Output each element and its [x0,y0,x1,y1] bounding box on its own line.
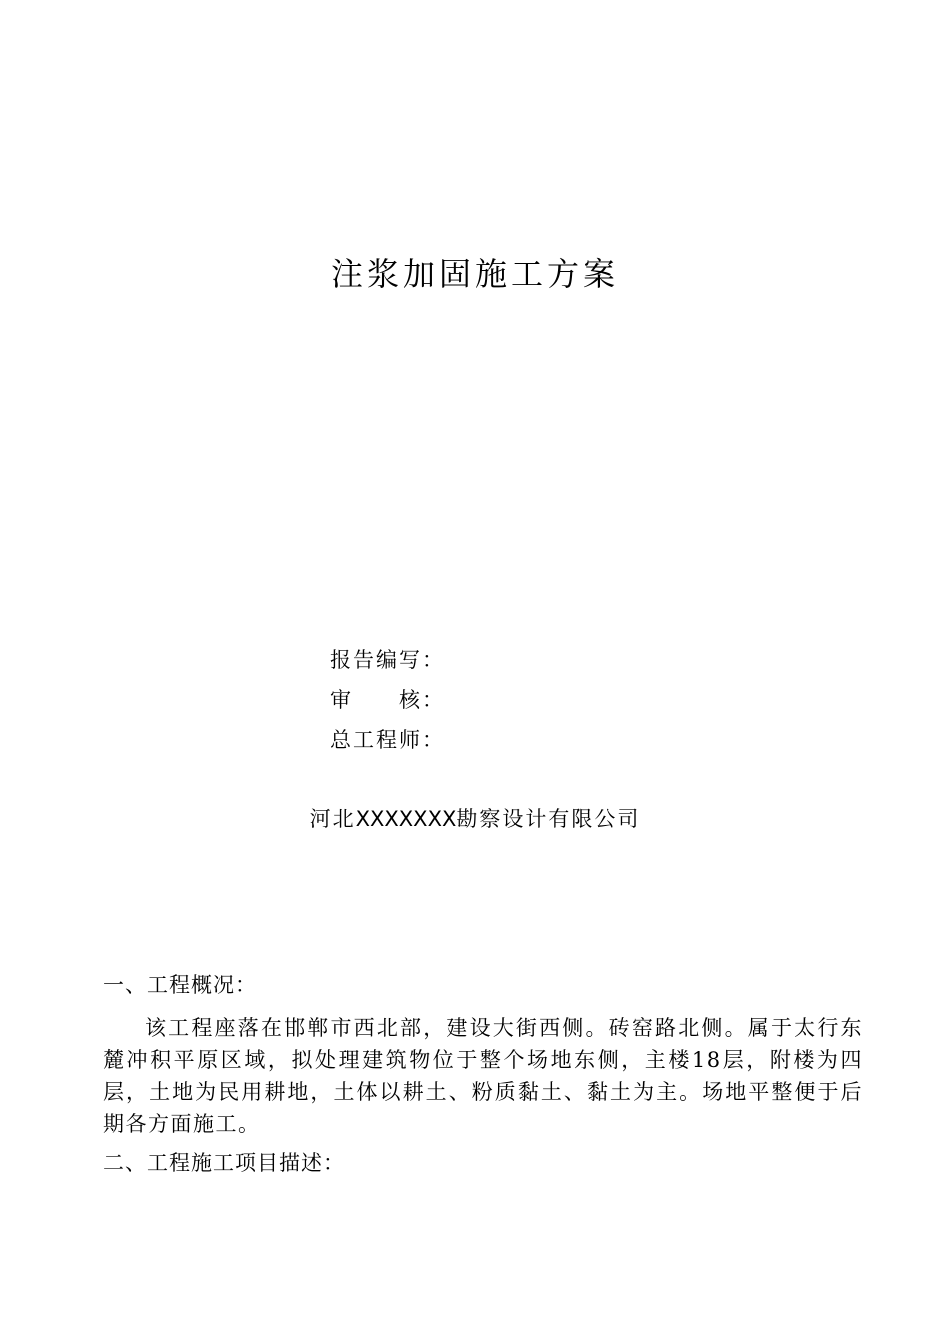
section-heading-overview: 一、工程概况： [103,973,257,997]
section-heading-project-description: 二、工程施工项目描述： [103,1151,345,1175]
signature-block [330,640,630,760]
company-name-placeholder: XXXXXXX [355,807,457,831]
company-name-prefix: 河北 [309,807,356,831]
signature-reviewer: 审 核： [330,688,445,712]
signature-chief-engineer: 总工程师： [330,728,445,752]
company-name [0,802,950,836]
section-paragraph-overview: 该工程座落在邯郸市西北部，建设大街西侧。砖窑路北侧。属于太行东麓冲积平原区域，拟处理建筑物位于整个场地东侧，主楼18层，附楼为四层，土地为民用耕地，土体以耕土、粉质黏土、黏土为主。场地平整便于后期各方面施工。 [103,1016,863,1136]
document-title: 注浆加固施工方案 [330,255,619,293]
signature-report-author: 报告编写： [330,648,445,672]
document-body [103,968,863,1180]
company-name-suffix: 勘察设计有限公司 [456,807,641,831]
